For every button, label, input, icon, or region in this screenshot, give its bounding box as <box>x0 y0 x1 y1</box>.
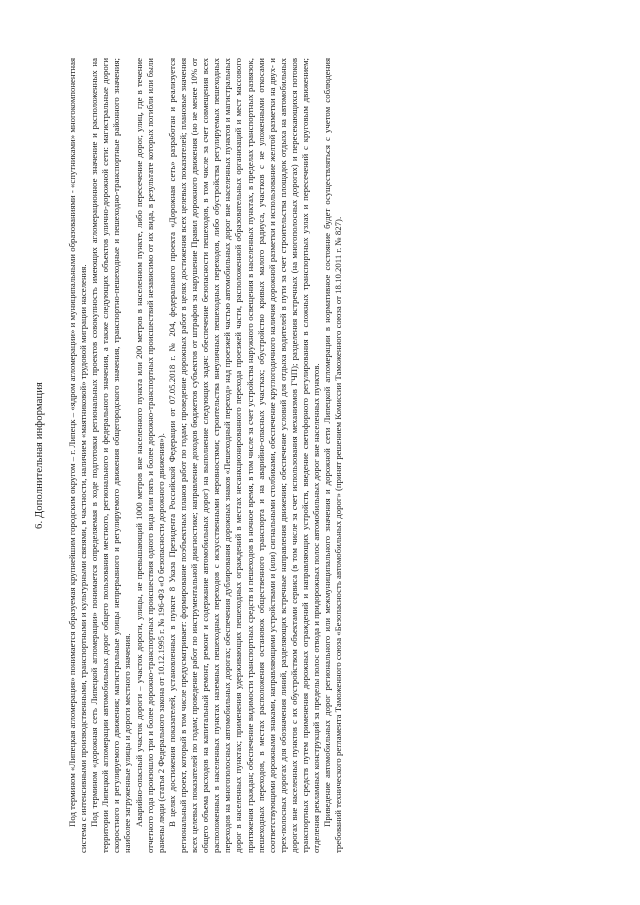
paragraph-road-network-definition: Под термином «дорожная сеть Липецкой агломерации» понимается определяемая в ходе подготовки региональных проектов совокупность имеющих агломерационное значение и расположенных на территории Липецкой агломерации автомобильных дорог общего пользования местного, регионального и федерального значения, а также следующих объектов улично-дорожной сети: магистральные дороги скоростного и регулируемого движения; магистральные улицы непрерывного и регулируемого движения общегородского значения, транспортно-пешеходные и пешеходно-транспортные районного значения; наиболее загруженные улицы и дороги местного значения. <box>89 58 133 853</box>
paragraph-agglomeration-definition: Под термином «Липецкая агломерация» понимается образуемая крупнейшим городским округом – г. Липецк – «ядром агломерации» и муниципальными образованиями - «спутниками» многокомпонентная система с интенсивными производственными, транспортными и культурными связями, в частности, наличием «маятниковой» трудовой миграции населения. <box>67 58 89 853</box>
section-title: 6. Дополнительная информация <box>34 382 45 529</box>
paragraph-regulatory-compliance: Приведение автомобильных дорог регионального или межмуниципального значения и дорожной сети Липецкой агломерации в нормативное состояние будет осуществляться с учетом соблюдения требований технического регламента Таможенного союза «Безопасность автомобильных дорог» (принят решением Комиссии Таможенного союза от 18.10.2011 г. № 827). <box>322 58 344 853</box>
paragraph-dangerous-section-definition: Аварийно-опасный участок дороги – участок дороги, улицы, не превышающий 1000 метров вне населенного пункта или 200 метров в населенном пункте, либо пересечение дорог, улиц, где в течение отчетного года произошло три и более дорожно-транспортных происшествия одного вида или пять и более дорожно-транспортных происшествий независимо от их вида, в результате которых погибли или были ранены люди (статья 2 Федерального закона от 10.12.1995 г. № 196-ФЗ «О безопасности дорожного движения»). <box>133 58 166 853</box>
paragraph-regional-project: В целях достижения показателей, установленных в пункте 8 Указа Президента Российской Федерации от 07.05.2018 г. № 204, федерального проекта «Дорожная сеть» разработан и реализуется региональный проект, который в том числе предусматривает: формирование поэбъектных планов работ по годам; проведение дорожных работ в целях достижения всех целевых показателей; плановые значения всех целевых показателей по годам; проведение работ по инструментальной диагностике; направление доходов бюджетов субъектов от штрафов за нарушение Правил дорожного движения (но не менее 10% от общего объема расходов на капитальный ремонт, ремонт и содержание автомобильных дорог) на выполнение следующих задач: обеспечение безопасности пешеходов, в том числе за счет совмещения всех расположенных в населенных пунктах наземных пешеходных переходов с искусственными неровностями; строительства внеуличных пешеходных переходов, либо обустройства регулируемых пешеходных переходов на многополосных автомобильных дорогах; обеспечения дублирования дорожных знаков «Пешеходный переход» над проезжей частью автомобильных дорог вне населенных пунктов и магистральных дорог в населенных пунктах; применения удерживающих пешеходных ограждений в местах несанкционированного перехода проезжей части, расположенной образовательных организаций и мест массового притяжения граждан; обеспечение видимости транспортных средств и пешеходов в ночное время, в том числе за счет устройства наружного освещения в населенных пунктах, в пределах транспортных развязок, пешеходных переходов, в местах расположения остановок общественного транспорта и на аварийно-опасных участках; обустройство кривых малого радиуса, участков с не уложенными откосами соответствующими дорожными знаками, направляющими устройствами и (или) сигнальными столбиками, обеспечение круглогодичного наличия дорожной разметки и использование желтой разметки на двух- и трех-полосных дорогах для обозначения линий, разделяющих встречные направления движения; обеспечение условий для отдыха водителей в пути за счет строительства площадок отдыха на автомобильных дорогах вне населенных пунктов с их обустройством объектами сервиса (в том числе за счет использования механизмов ГЧП); разделения встречных (на многополосных дорогах) и пересекающихся потоков транспортных средств путем применения дорожных ограждений и направляющих устройств, введение светофорного регулирования в сложных транспортных узлах и пересечений с круговым движением; отделения рекламных конструкций за пределы полос отвода и придорожных полос автомобильных дорог вне населенных пунктов. <box>166 58 322 853</box>
